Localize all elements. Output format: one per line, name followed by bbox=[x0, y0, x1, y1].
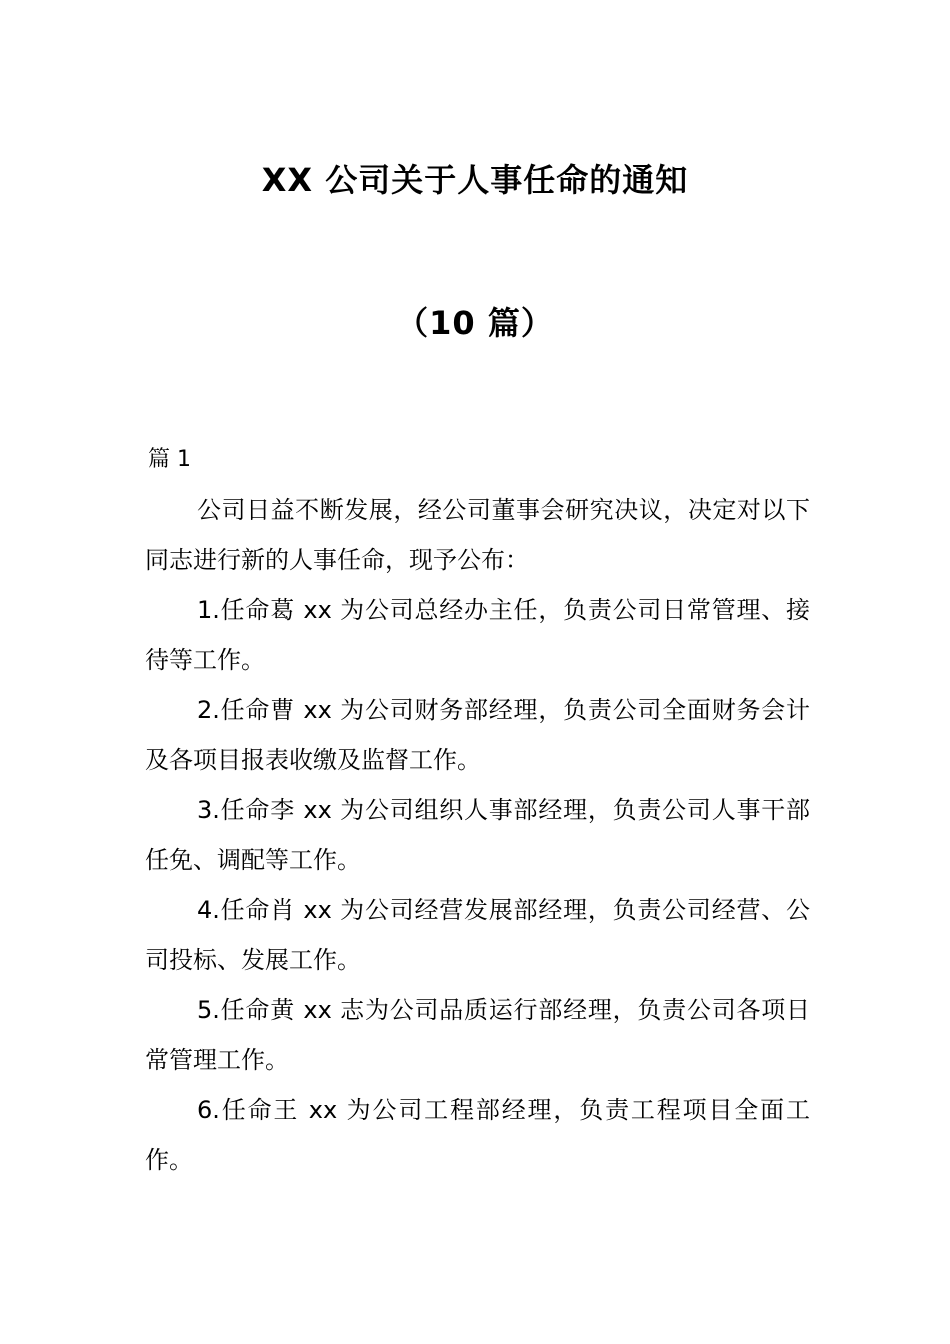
document-subtitle: （10 篇） bbox=[396, 304, 554, 342]
document-body bbox=[145, 485, 810, 1185]
paragraph-item-1: 1.任命葛 xx 为公司总经办主任，负责公司日常管理、接待等工作。 bbox=[145, 596, 810, 674]
paragraph-item-2: 2.任命曹 xx 为公司财务部经理，负责公司全面财务会计及各项目报表收缴及监督工作。 bbox=[145, 696, 810, 774]
paragraph-item-3: 3.任命李 xx 为公司组织人事部经理，负责公司人事干部任免、调配等工作。 bbox=[145, 796, 810, 874]
section-label: 篇 1 bbox=[148, 447, 191, 472]
paragraph-item-5: 5.任命黄 xx 志为公司品质运行部经理，负责公司各项日常管理工作。 bbox=[145, 996, 810, 1074]
document-title: XX 公司关于人事任命的通知 bbox=[261, 161, 689, 199]
paragraph-item-6: 6.任命王 xx 为公司工程部经理，负责工程项目全面工作。 bbox=[145, 1096, 810, 1174]
paragraph-intro: 公司日益不断发展，经公司董事会研究决议，决定对以下同志进行新的人事任命，现予公布： bbox=[145, 496, 810, 574]
paragraph-item-4: 4.任命肖 xx 为公司经营发展部经理，负责公司经营、公司投标、发展工作。 bbox=[145, 896, 810, 974]
